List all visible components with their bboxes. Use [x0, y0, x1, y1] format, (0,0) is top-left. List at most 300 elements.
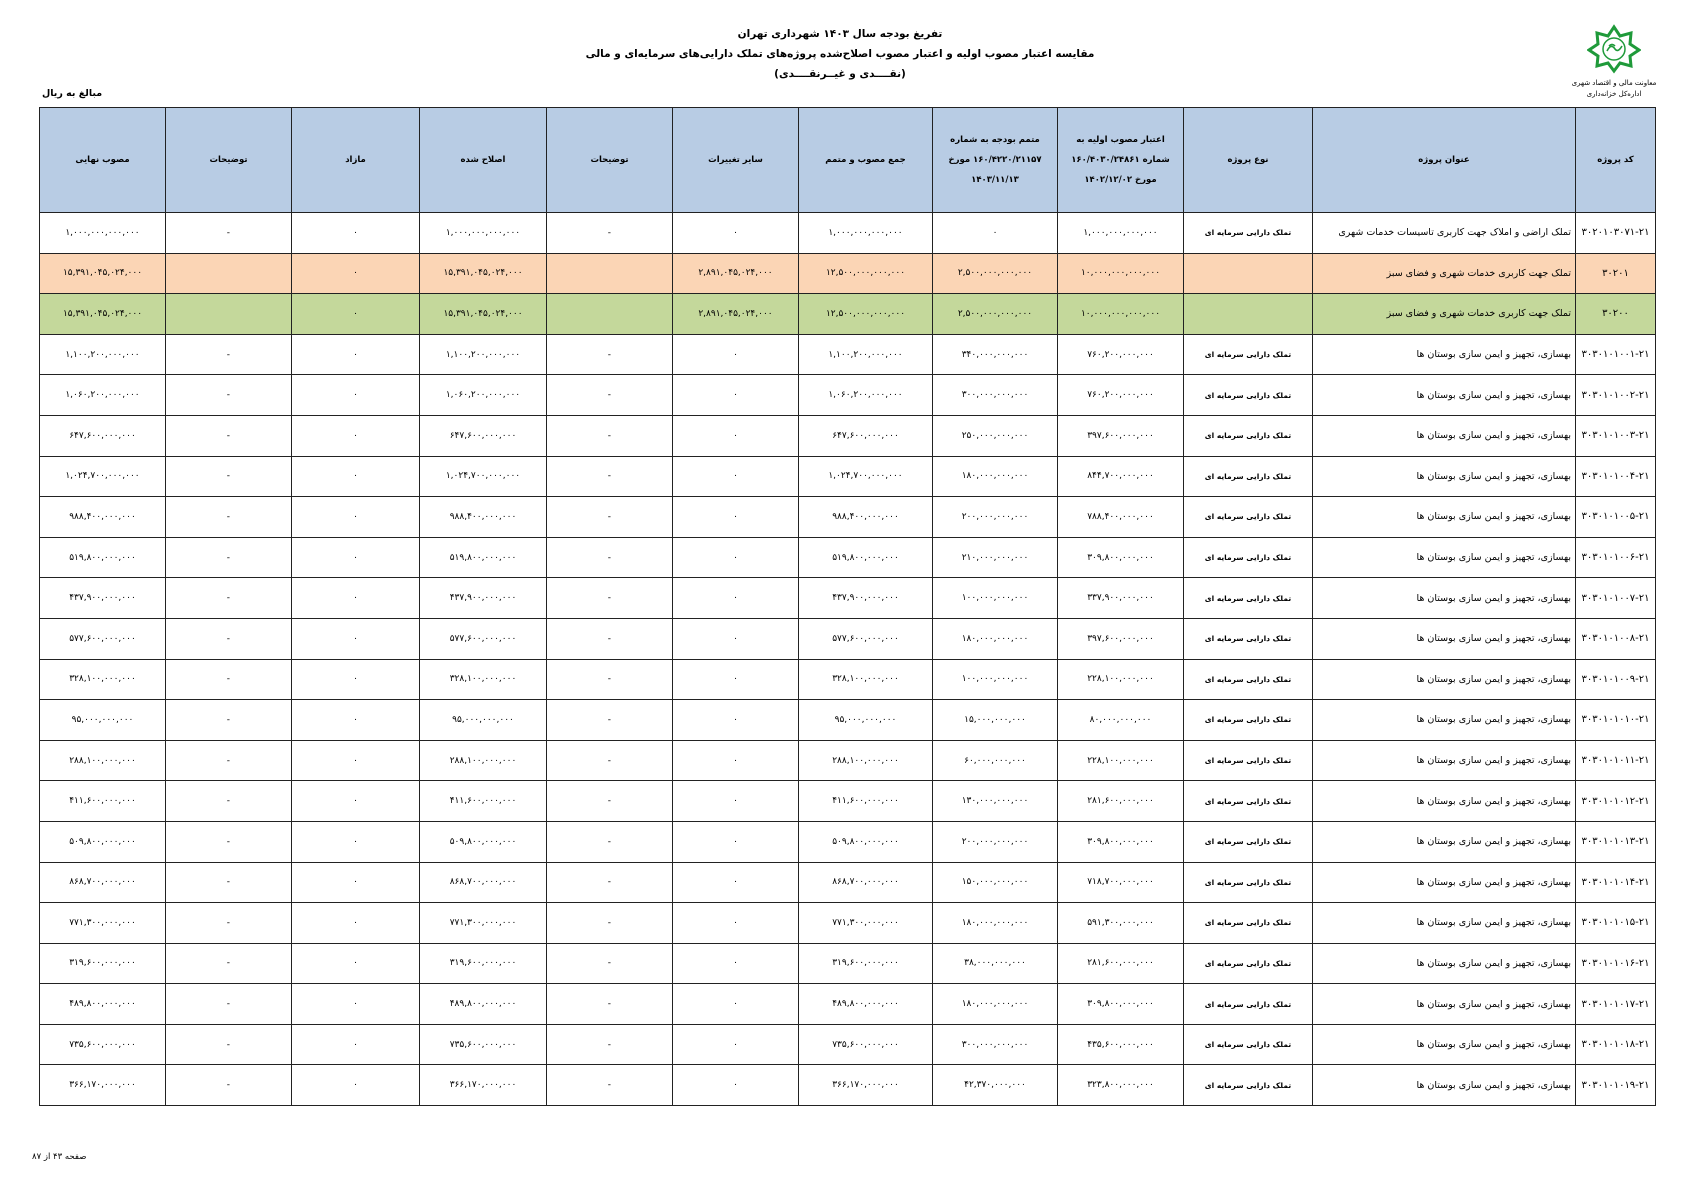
total-amount-cell: ۷۷۱,۳۰۰,۰۰۰,۰۰۰	[799, 903, 933, 944]
final-amount-cell: ۱,۱۰۰,۲۰۰,۰۰۰,۰۰۰	[40, 334, 166, 375]
notes-2-cell: -	[166, 456, 292, 497]
initial-amount-cell: ۵۹۱,۳۰۰,۰۰۰,۰۰۰	[1058, 903, 1184, 944]
col-header-title: عنوان پروژه	[1313, 108, 1576, 213]
other-changes-cell: ۲,۸۹۱,۰۴۵,۰۲۴,۰۰۰	[673, 253, 799, 294]
revised-amount-cell: ۴۱۱,۶۰۰,۰۰۰,۰۰۰	[420, 781, 547, 822]
project-code-cell: ۳۰۳۰۱۰۱۰۰۲-۲۱	[1576, 375, 1656, 416]
revised-amount-cell: ۷۷۱,۳۰۰,۰۰۰,۰۰۰	[420, 903, 547, 944]
final-amount-cell: ۱,۰۲۴,۷۰۰,۰۰۰,۰۰۰	[40, 456, 166, 497]
increase-amount-cell: ۰	[292, 578, 420, 619]
total-amount-cell: ۴۱۱,۶۰۰,۰۰۰,۰۰۰	[799, 781, 933, 822]
notes-1-cell: -	[547, 456, 673, 497]
project-code-cell: ۳۰۳۰۱۰۱۰۱۹-۲۱	[1576, 1065, 1656, 1106]
col-header-notes-2: توضیحات	[166, 108, 292, 213]
notes-1-cell: -	[547, 415, 673, 456]
project-type-cell: تملک دارایی سرمایه ای	[1184, 862, 1313, 903]
final-amount-cell: ۱,۰۰۰,۰۰۰,۰۰۰,۰۰۰	[40, 213, 166, 254]
project-code-cell: ۳۰۳۰۱۰۱۰۰۸-۲۱	[1576, 618, 1656, 659]
project-code-cell: ۳۰۳۰۱۰۱۰۱۶-۲۱	[1576, 943, 1656, 984]
project-type-cell	[1184, 294, 1313, 335]
notes-2-cell: -	[166, 415, 292, 456]
revised-amount-cell: ۱,۰۲۴,۷۰۰,۰۰۰,۰۰۰	[420, 456, 547, 497]
revised-amount-cell: ۶۴۷,۶۰۰,۰۰۰,۰۰۰	[420, 415, 547, 456]
revised-amount-cell: ۵۱۹,۸۰۰,۰۰۰,۰۰۰	[420, 537, 547, 578]
notes-1-cell: -	[547, 334, 673, 375]
project-type-cell: تملک دارایی سرمایه ای	[1184, 903, 1313, 944]
notes-1-cell: -	[547, 984, 673, 1025]
initial-amount-cell: ۱,۰۰۰,۰۰۰,۰۰۰,۰۰۰	[1058, 213, 1184, 254]
increase-amount-cell: ۰	[292, 415, 420, 456]
total-amount-cell: ۱,۰۰۰,۰۰۰,۰۰۰,۰۰۰	[799, 213, 933, 254]
supplement-amount-cell: ۲۰۰,۰۰۰,۰۰۰,۰۰۰	[933, 821, 1058, 862]
total-amount-cell: ۳۲۸,۱۰۰,۰۰۰,۰۰۰	[799, 659, 933, 700]
total-amount-cell: ۵۱۹,۸۰۰,۰۰۰,۰۰۰	[799, 537, 933, 578]
col-header-revised: اصلاح شده	[420, 108, 547, 213]
total-amount-cell: ۴۸۹,۸۰۰,۰۰۰,۰۰۰	[799, 984, 933, 1025]
table-row	[40, 253, 1656, 294]
project-code-cell: ۳۰۳۰۱۰۱۰۰۴-۲۱	[1576, 456, 1656, 497]
final-amount-cell: ۵۰۹,۸۰۰,۰۰۰,۰۰۰	[40, 821, 166, 862]
project-code-cell: ۳۰۳۰۱۰۱۰۰۹-۲۱	[1576, 659, 1656, 700]
total-amount-cell: ۱۲,۵۰۰,۰۰۰,۰۰۰,۰۰۰	[799, 253, 933, 294]
increase-amount-cell: ۰	[292, 740, 420, 781]
revised-amount-cell: ۱,۱۰۰,۲۰۰,۰۰۰,۰۰۰	[420, 334, 547, 375]
other-changes-cell: ۰	[673, 375, 799, 416]
supplement-amount-cell: ۴۲,۳۷۰,۰۰۰,۰۰۰	[933, 1065, 1058, 1106]
initial-amount-cell: ۲۲۸,۱۰۰,۰۰۰,۰۰۰	[1058, 740, 1184, 781]
revised-amount-cell: ۴۳۷,۹۰۰,۰۰۰,۰۰۰	[420, 578, 547, 619]
logo-line-2: اداره‌کل خزانه‌داری	[1586, 90, 1642, 98]
total-amount-cell: ۷۳۵,۶۰۰,۰۰۰,۰۰۰	[799, 1024, 933, 1065]
revised-amount-cell: ۷۳۵,۶۰۰,۰۰۰,۰۰۰	[420, 1024, 547, 1065]
final-amount-cell: ۳۶۶,۱۷۰,۰۰۰,۰۰۰	[40, 1065, 166, 1106]
notes-1-cell: -	[547, 700, 673, 741]
project-title-cell: بهسازی، تجهیز و ایمن سازی بوستان ها	[1313, 415, 1576, 456]
project-code-cell: ۳۰۳۰۱۰۱۰۱۴-۲۱	[1576, 862, 1656, 903]
notes-2-cell	[166, 253, 292, 294]
increase-amount-cell: ۰	[292, 1065, 420, 1106]
other-changes-cell: ۰	[673, 578, 799, 619]
revised-amount-cell: ۱۵,۳۹۱,۰۴۵,۰۲۴,۰۰۰	[420, 294, 547, 335]
table-row	[40, 740, 1656, 781]
initial-amount-cell: ۱۰,۰۰۰,۰۰۰,۰۰۰,۰۰۰	[1058, 294, 1184, 335]
total-amount-cell: ۳۱۹,۶۰۰,۰۰۰,۰۰۰	[799, 943, 933, 984]
other-changes-cell: ۰	[673, 213, 799, 254]
table-header-row	[40, 108, 1656, 213]
notes-2-cell: -	[166, 537, 292, 578]
project-type-cell: تملک دارایی سرمایه ای	[1184, 415, 1313, 456]
table-row	[40, 821, 1656, 862]
initial-amount-cell: ۷۸۸,۴۰۰,۰۰۰,۰۰۰	[1058, 497, 1184, 538]
other-changes-cell: ۰	[673, 700, 799, 741]
project-type-cell: تملک دارایی سرمایه ای	[1184, 537, 1313, 578]
project-title-cell: تملک جهت کاربری خدمات شهری و فضای سبز	[1313, 253, 1576, 294]
revised-amount-cell: ۲۸۸,۱۰۰,۰۰۰,۰۰۰	[420, 740, 547, 781]
initial-amount-cell: ۲۲۸,۱۰۰,۰۰۰,۰۰۰	[1058, 659, 1184, 700]
supplement-amount-cell: ۱۳۰,۰۰۰,۰۰۰,۰۰۰	[933, 781, 1058, 822]
supplement-amount-cell: ۱۰۰,۰۰۰,۰۰۰,۰۰۰	[933, 578, 1058, 619]
page-number: صفحه ۴۳ از ۸۷	[32, 1152, 87, 1162]
increase-amount-cell: ۰	[292, 618, 420, 659]
project-code-cell: ۳۰۳۰۱۰۱۰۰۷-۲۱	[1576, 578, 1656, 619]
project-type-cell: تملک دارایی سرمایه ای	[1184, 984, 1313, 1025]
project-code-cell: ۳۰۳۰۱۰۱۰۱۰-۲۱	[1576, 700, 1656, 741]
increase-amount-cell: ۰	[292, 903, 420, 944]
increase-amount-cell: ۰	[292, 700, 420, 741]
increase-amount-cell: ۰	[292, 781, 420, 822]
supplement-amount-cell: ۰	[933, 213, 1058, 254]
supplement-amount-cell: ۲۰۰,۰۰۰,۰۰۰,۰۰۰	[933, 497, 1058, 538]
supplement-amount-cell: ۳۴۰,۰۰۰,۰۰۰,۰۰۰	[933, 334, 1058, 375]
table-row	[40, 578, 1656, 619]
total-amount-cell: ۴۳۷,۹۰۰,۰۰۰,۰۰۰	[799, 578, 933, 619]
table-row	[40, 213, 1656, 254]
project-code-cell: ۳۰۲۰۰	[1576, 294, 1656, 335]
notes-2-cell: -	[166, 943, 292, 984]
col-header-supplement: متمم بودجه به شماره ۱۶۰/۴۲۲۰/۲۱۱۵۷ مورخ ۱۴۰۳/۱۱/۱۳	[933, 108, 1058, 213]
increase-amount-cell: ۰	[292, 213, 420, 254]
supplement-amount-cell: ۱۸۰,۰۰۰,۰۰۰,۰۰۰	[933, 456, 1058, 497]
col-header-total: جمع مصوب و متمم	[799, 108, 933, 213]
increase-amount-cell: ۰	[292, 375, 420, 416]
notes-1-cell: -	[547, 537, 673, 578]
col-header-type: نوع پروژه	[1184, 108, 1313, 213]
supplement-amount-cell: ۲۵۰,۰۰۰,۰۰۰,۰۰۰	[933, 415, 1058, 456]
total-amount-cell: ۵۰۹,۸۰۰,۰۰۰,۰۰۰	[799, 821, 933, 862]
revised-amount-cell: ۱۵,۳۹۱,۰۴۵,۰۲۴,۰۰۰	[420, 253, 547, 294]
project-title-cell: بهسازی، تجهیز و ایمن سازی بوستان ها	[1313, 821, 1576, 862]
revised-amount-cell: ۴۸۹,۸۰۰,۰۰۰,۰۰۰	[420, 984, 547, 1025]
revised-amount-cell: ۹۸۸,۴۰۰,۰۰۰,۰۰۰	[420, 497, 547, 538]
final-amount-cell: ۵۷۷,۶۰۰,۰۰۰,۰۰۰	[40, 618, 166, 659]
total-amount-cell: ۲۸۸,۱۰۰,۰۰۰,۰۰۰	[799, 740, 933, 781]
total-amount-cell: ۶۴۷,۶۰۰,۰۰۰,۰۰۰	[799, 415, 933, 456]
project-type-cell: تملک دارایی سرمایه ای	[1184, 497, 1313, 538]
project-code-cell: ۳۰۳۰۱۰۱۰۱۱-۲۱	[1576, 740, 1656, 781]
budget-table	[39, 107, 1656, 1106]
other-changes-cell: ۰	[673, 1024, 799, 1065]
final-amount-cell: ۴۱۱,۶۰۰,۰۰۰,۰۰۰	[40, 781, 166, 822]
total-amount-cell: ۱,۰۲۴,۷۰۰,۰۰۰,۰۰۰	[799, 456, 933, 497]
increase-amount-cell: ۰	[292, 253, 420, 294]
revised-amount-cell: ۹۵,۰۰۰,۰۰۰,۰۰۰	[420, 700, 547, 741]
final-amount-cell: ۷۷۱,۳۰۰,۰۰۰,۰۰۰	[40, 903, 166, 944]
other-changes-cell: ۰	[673, 334, 799, 375]
table-row	[40, 618, 1656, 659]
project-code-cell: ۳۰۳۰۱۰۱۰۱۳-۲۱	[1576, 821, 1656, 862]
other-changes-cell: ۰	[673, 984, 799, 1025]
supplement-amount-cell: ۱۵۰,۰۰۰,۰۰۰,۰۰۰	[933, 862, 1058, 903]
other-changes-cell: ۰	[673, 497, 799, 538]
notes-2-cell: -	[166, 740, 292, 781]
notes-2-cell: -	[166, 334, 292, 375]
currency-unit-label: مبالغ به ریال	[42, 88, 103, 99]
notes-2-cell: -	[166, 821, 292, 862]
table-row	[40, 334, 1656, 375]
project-title-cell: بهسازی، تجهیز و ایمن سازی بوستان ها	[1313, 903, 1576, 944]
project-title-cell: تملک اراضی و املاک جهت کاربری تاسیسات خدمات شهری	[1313, 213, 1576, 254]
total-amount-cell: ۱۲,۵۰۰,۰۰۰,۰۰۰,۰۰۰	[799, 294, 933, 335]
project-type-cell: تملک دارایی سرمایه ای	[1184, 618, 1313, 659]
project-code-cell: ۳۰۲۰۱۰۳۰۷۱-۲۱	[1576, 213, 1656, 254]
revised-amount-cell: ۳۶۶,۱۷۰,۰۰۰,۰۰۰	[420, 1065, 547, 1106]
notes-1-cell: -	[547, 578, 673, 619]
supplement-amount-cell: ۱۸۰,۰۰۰,۰۰۰,۰۰۰	[933, 618, 1058, 659]
project-type-cell: تملک دارایی سرمایه ای	[1184, 1065, 1313, 1106]
notes-1-cell: -	[547, 375, 673, 416]
total-amount-cell: ۹۵,۰۰۰,۰۰۰,۰۰۰	[799, 700, 933, 741]
project-code-cell: ۳۰۳۰۱۰۱۰۱۵-۲۱	[1576, 903, 1656, 944]
project-title-cell: بهسازی، تجهیز و ایمن سازی بوستان ها	[1313, 943, 1576, 984]
final-amount-cell: ۶۴۷,۶۰۰,۰۰۰,۰۰۰	[40, 415, 166, 456]
notes-2-cell: -	[166, 497, 292, 538]
other-changes-cell: ۰	[673, 659, 799, 700]
final-amount-cell: ۳۱۹,۶۰۰,۰۰۰,۰۰۰	[40, 943, 166, 984]
increase-amount-cell: ۰	[292, 1024, 420, 1065]
initial-amount-cell: ۴۳۵,۶۰۰,۰۰۰,۰۰۰	[1058, 1024, 1184, 1065]
revised-amount-cell: ۱,۰۶۰,۲۰۰,۰۰۰,۰۰۰	[420, 375, 547, 416]
project-type-cell: تملک دارایی سرمایه ای	[1184, 821, 1313, 862]
project-title-cell: بهسازی، تجهیز و ایمن سازی بوستان ها	[1313, 740, 1576, 781]
project-type-cell: تملک دارایی سرمایه ای	[1184, 781, 1313, 822]
increase-amount-cell: ۰	[292, 294, 420, 335]
other-changes-cell: ۰	[673, 537, 799, 578]
notes-2-cell: -	[166, 578, 292, 619]
notes-1-cell: -	[547, 903, 673, 944]
increase-amount-cell: ۰	[292, 821, 420, 862]
initial-amount-cell: ۳۰۹,۸۰۰,۰۰۰,۰۰۰	[1058, 821, 1184, 862]
project-title-cell: بهسازی، تجهیز و ایمن سازی بوستان ها	[1313, 1065, 1576, 1106]
project-type-cell: تملک دارایی سرمایه ای	[1184, 1024, 1313, 1065]
project-type-cell: تملک دارایی سرمایه ای	[1184, 578, 1313, 619]
other-changes-cell: ۰	[673, 903, 799, 944]
increase-amount-cell: ۰	[292, 497, 420, 538]
document-titles	[560, 24, 1120, 84]
supplement-amount-cell: ۲,۵۰۰,۰۰۰,۰۰۰,۰۰۰	[933, 253, 1058, 294]
revised-amount-cell: ۵۰۹,۸۰۰,۰۰۰,۰۰۰	[420, 821, 547, 862]
other-changes-cell: ۰	[673, 1065, 799, 1106]
initial-amount-cell: ۳۳۷,۹۰۰,۰۰۰,۰۰۰	[1058, 578, 1184, 619]
notes-2-cell: -	[166, 781, 292, 822]
notes-1-cell: -	[547, 1024, 673, 1065]
notes-1-cell: -	[547, 618, 673, 659]
project-code-cell: ۳۰۳۰۱۰۱۰۱۲-۲۱	[1576, 781, 1656, 822]
revised-amount-cell: ۵۷۷,۶۰۰,۰۰۰,۰۰۰	[420, 618, 547, 659]
project-type-cell: تملک دارایی سرمایه ای	[1184, 213, 1313, 254]
tehran-municipality-emblem-icon	[1587, 24, 1641, 74]
supplement-amount-cell: ۲,۵۰۰,۰۰۰,۰۰۰,۰۰۰	[933, 294, 1058, 335]
other-changes-cell: ۰	[673, 415, 799, 456]
notes-2-cell	[166, 294, 292, 335]
other-changes-cell: ۰	[673, 781, 799, 822]
logo-line-1: معاونت مالی و اقتصاد شهری	[1571, 79, 1657, 87]
supplement-amount-cell: ۳۸,۰۰۰,۰۰۰,۰۰۰	[933, 943, 1058, 984]
revised-amount-cell: ۸۶۸,۷۰۰,۰۰۰,۰۰۰	[420, 862, 547, 903]
total-amount-cell: ۵۷۷,۶۰۰,۰۰۰,۰۰۰	[799, 618, 933, 659]
notes-2-cell: -	[166, 618, 292, 659]
final-amount-cell: ۴۸۹,۸۰۰,۰۰۰,۰۰۰	[40, 984, 166, 1025]
table-row	[40, 1024, 1656, 1065]
initial-amount-cell: ۸۴۴,۷۰۰,۰۰۰,۰۰۰	[1058, 456, 1184, 497]
final-amount-cell: ۱۵,۳۹۱,۰۴۵,۰۲۴,۰۰۰	[40, 294, 166, 335]
final-amount-cell: ۳۲۸,۱۰۰,۰۰۰,۰۰۰	[40, 659, 166, 700]
project-code-cell: ۳۰۳۰۱۰۱۰۰۵-۲۱	[1576, 497, 1656, 538]
other-changes-cell: ۰	[673, 862, 799, 903]
notes-2-cell: -	[166, 700, 292, 741]
report-subtitle-2: (نقــــدی و غیــرنقــــدی)	[774, 68, 906, 80]
notes-1-cell	[547, 253, 673, 294]
table-row	[40, 781, 1656, 822]
notes-1-cell: -	[547, 213, 673, 254]
notes-1-cell: -	[547, 943, 673, 984]
project-title-cell: بهسازی، تجهیز و ایمن سازی بوستان ها	[1313, 1024, 1576, 1065]
project-title-cell: بهسازی، تجهیز و ایمن سازی بوستان ها	[1313, 334, 1576, 375]
notes-2-cell: -	[166, 1024, 292, 1065]
project-title-cell: تملک جهت کاربری خدمات شهری و فضای سبز	[1313, 294, 1576, 335]
initial-amount-cell: ۷۱۸,۷۰۰,۰۰۰,۰۰۰	[1058, 862, 1184, 903]
increase-amount-cell: ۰	[292, 334, 420, 375]
table-row	[40, 537, 1656, 578]
notes-1-cell: -	[547, 821, 673, 862]
notes-1-cell: -	[547, 497, 673, 538]
project-code-cell: ۳۰۳۰۱۰۱۰۱۸-۲۱	[1576, 1024, 1656, 1065]
initial-amount-cell: ۷۶۰,۲۰۰,۰۰۰,۰۰۰	[1058, 334, 1184, 375]
table-body	[40, 213, 1656, 1106]
table-row	[40, 943, 1656, 984]
supplement-amount-cell: ۱۸۰,۰۰۰,۰۰۰,۰۰۰	[933, 984, 1058, 1025]
table-row	[40, 375, 1656, 416]
project-type-cell: تملک دارایی سرمایه ای	[1184, 659, 1313, 700]
table-row	[40, 903, 1656, 944]
increase-amount-cell: ۰	[292, 537, 420, 578]
other-changes-cell: ۰	[673, 456, 799, 497]
project-type-cell: تملک دارایی سرمایه ای	[1184, 334, 1313, 375]
project-code-cell: ۳۰۳۰۱۰۱۰۱۷-۲۱	[1576, 984, 1656, 1025]
project-type-cell: تملک دارایی سرمایه ای	[1184, 375, 1313, 416]
notes-2-cell: -	[166, 903, 292, 944]
project-title-cell: بهسازی، تجهیز و ایمن سازی بوستان ها	[1313, 700, 1576, 741]
increase-amount-cell: ۰	[292, 943, 420, 984]
project-type-cell: تملک دارایی سرمایه ای	[1184, 456, 1313, 497]
other-changes-cell: ۰	[673, 943, 799, 984]
initial-amount-cell: ۲۸۱,۶۰۰,۰۰۰,۰۰۰	[1058, 943, 1184, 984]
final-amount-cell: ۱۵,۳۹۱,۰۴۵,۰۲۴,۰۰۰	[40, 253, 166, 294]
table-row	[40, 862, 1656, 903]
other-changes-cell: ۰	[673, 821, 799, 862]
notes-1-cell: -	[547, 659, 673, 700]
notes-1-cell	[547, 294, 673, 335]
initial-amount-cell: ۳۹۷,۶۰۰,۰۰۰,۰۰۰	[1058, 415, 1184, 456]
supplement-amount-cell: ۱۰۰,۰۰۰,۰۰۰,۰۰۰	[933, 659, 1058, 700]
initial-amount-cell: ۱۰,۰۰۰,۰۰۰,۰۰۰,۰۰۰	[1058, 253, 1184, 294]
col-header-increase: مازاد	[292, 108, 420, 213]
supplement-amount-cell: ۱۸۰,۰۰۰,۰۰۰,۰۰۰	[933, 903, 1058, 944]
project-title-cell: بهسازی، تجهیز و ایمن سازی بوستان ها	[1313, 984, 1576, 1025]
project-title-cell: بهسازی، تجهیز و ایمن سازی بوستان ها	[1313, 497, 1576, 538]
table-row	[40, 659, 1656, 700]
total-amount-cell: ۱,۱۰۰,۲۰۰,۰۰۰,۰۰۰	[799, 334, 933, 375]
total-amount-cell: ۱,۰۶۰,۲۰۰,۰۰۰,۰۰۰	[799, 375, 933, 416]
final-amount-cell: ۹۵,۰۰۰,۰۰۰,۰۰۰	[40, 700, 166, 741]
initial-amount-cell: ۲۸۱,۶۰۰,۰۰۰,۰۰۰	[1058, 781, 1184, 822]
notes-2-cell: -	[166, 984, 292, 1025]
initial-amount-cell: ۸۰,۰۰۰,۰۰۰,۰۰۰	[1058, 700, 1184, 741]
revised-amount-cell: ۳۲۸,۱۰۰,۰۰۰,۰۰۰	[420, 659, 547, 700]
col-header-final: مصوب نهایی	[40, 108, 166, 213]
final-amount-cell: ۴۳۷,۹۰۰,۰۰۰,۰۰۰	[40, 578, 166, 619]
increase-amount-cell: ۰	[292, 456, 420, 497]
notes-1-cell: -	[547, 862, 673, 903]
other-changes-cell: ۰	[673, 618, 799, 659]
project-title-cell: بهسازی، تجهیز و ایمن سازی بوستان ها	[1313, 578, 1576, 619]
project-title-cell: بهسازی، تجهیز و ایمن سازی بوستان ها	[1313, 862, 1576, 903]
project-type-cell: تملک دارایی سرمایه ای	[1184, 700, 1313, 741]
table-row	[40, 497, 1656, 538]
report-title: تفریغ بودجه سال ۱۴۰۳ شهرداری تهران	[737, 28, 943, 40]
notes-2-cell: -	[166, 213, 292, 254]
other-changes-cell: ۰	[673, 740, 799, 781]
table-row	[40, 456, 1656, 497]
project-type-cell: تملک دارایی سرمایه ای	[1184, 740, 1313, 781]
project-type-cell	[1184, 253, 1313, 294]
initial-amount-cell: ۳۲۳,۸۰۰,۰۰۰,۰۰۰	[1058, 1065, 1184, 1106]
col-header-notes-1: توضیحات	[547, 108, 673, 213]
table-row	[40, 1065, 1656, 1106]
project-code-cell: ۳۰۳۰۱۰۱۰۰۶-۲۱	[1576, 537, 1656, 578]
supplement-amount-cell: ۲۱۰,۰۰۰,۰۰۰,۰۰۰	[933, 537, 1058, 578]
notes-2-cell: -	[166, 1065, 292, 1106]
project-title-cell: بهسازی، تجهیز و ایمن سازی بوستان ها	[1313, 537, 1576, 578]
table-row	[40, 294, 1656, 335]
col-header-other-changes: سایر تغییرات	[673, 108, 799, 213]
final-amount-cell: ۵۱۹,۸۰۰,۰۰۰,۰۰۰	[40, 537, 166, 578]
project-title-cell: بهسازی، تجهیز و ایمن سازی بوستان ها	[1313, 375, 1576, 416]
initial-amount-cell: ۷۶۰,۲۰۰,۰۰۰,۰۰۰	[1058, 375, 1184, 416]
supplement-amount-cell: ۶۰,۰۰۰,۰۰۰,۰۰۰	[933, 740, 1058, 781]
project-type-cell: تملک دارایی سرمایه ای	[1184, 943, 1313, 984]
supplement-amount-cell: ۳۰۰,۰۰۰,۰۰۰,۰۰۰	[933, 1024, 1058, 1065]
municipality-logo	[1568, 24, 1660, 100]
final-amount-cell: ۹۸۸,۴۰۰,۰۰۰,۰۰۰	[40, 497, 166, 538]
project-title-cell: بهسازی، تجهیز و ایمن سازی بوستان ها	[1313, 618, 1576, 659]
notes-1-cell: -	[547, 1065, 673, 1106]
initial-amount-cell: ۳۹۷,۶۰۰,۰۰۰,۰۰۰	[1058, 618, 1184, 659]
table-row	[40, 984, 1656, 1025]
table-row	[40, 415, 1656, 456]
project-code-cell: ۳۰۳۰۱۰۱۰۰۳-۲۱	[1576, 415, 1656, 456]
initial-amount-cell: ۳۰۹,۸۰۰,۰۰۰,۰۰۰	[1058, 537, 1184, 578]
increase-amount-cell: ۰	[292, 659, 420, 700]
project-code-cell: ۳۰۲۰۱	[1576, 253, 1656, 294]
initial-amount-cell: ۳۰۹,۸۰۰,۰۰۰,۰۰۰	[1058, 984, 1184, 1025]
other-changes-cell: ۲,۸۹۱,۰۴۵,۰۲۴,۰۰۰	[673, 294, 799, 335]
total-amount-cell: ۸۶۸,۷۰۰,۰۰۰,۰۰۰	[799, 862, 933, 903]
col-header-initial: اعتبار مصوب اولیه به شماره ۱۶۰/۴۰۳۰/۲۴۸۶۱ مورخ ۱۴۰۲/۱۲/۰۲	[1058, 108, 1184, 213]
project-code-cell: ۳۰۳۰۱۰۱۰۰۱-۲۱	[1576, 334, 1656, 375]
notes-1-cell: -	[547, 740, 673, 781]
final-amount-cell: ۲۸۸,۱۰۰,۰۰۰,۰۰۰	[40, 740, 166, 781]
increase-amount-cell: ۰	[292, 984, 420, 1025]
project-title-cell: بهسازی، تجهیز و ایمن سازی بوستان ها	[1313, 781, 1576, 822]
table-row	[40, 700, 1656, 741]
col-header-code: کد پروژه	[1576, 108, 1656, 213]
supplement-amount-cell: ۱۵,۰۰۰,۰۰۰,۰۰۰	[933, 700, 1058, 741]
project-title-cell: بهسازی، تجهیز و ایمن سازی بوستان ها	[1313, 456, 1576, 497]
report-subtitle: مقایسه اعتبار مصوب اولیه و اعتبار مصوب اصلاح‌شده پروژه‌های تملک دارایی‌های سرمایه‌ای و مالی	[585, 48, 1095, 60]
final-amount-cell: ۱,۰۶۰,۲۰۰,۰۰۰,۰۰۰	[40, 375, 166, 416]
final-amount-cell: ۷۳۵,۶۰۰,۰۰۰,۰۰۰	[40, 1024, 166, 1065]
revised-amount-cell: ۳۱۹,۶۰۰,۰۰۰,۰۰۰	[420, 943, 547, 984]
